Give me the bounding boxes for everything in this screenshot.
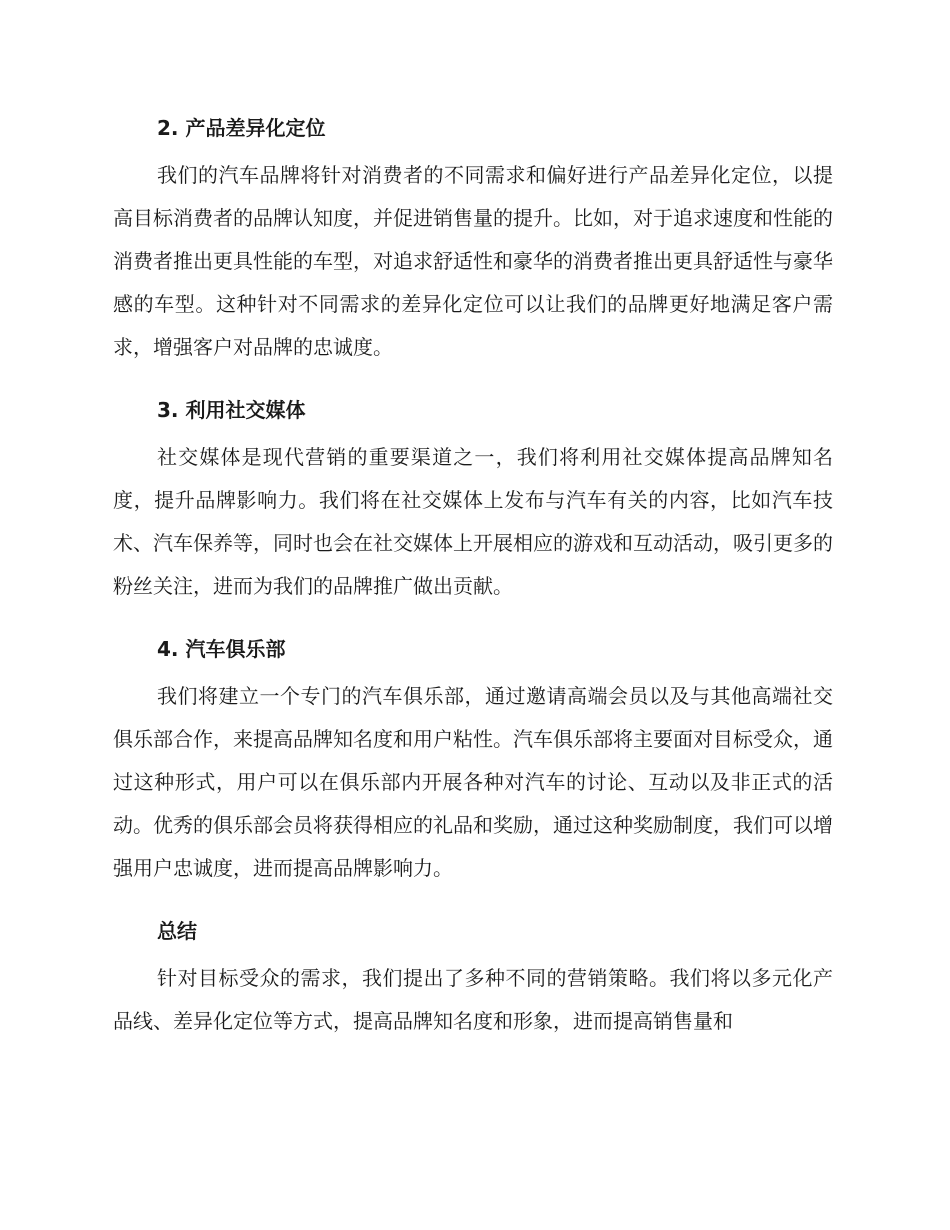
- section-heading: 4. 汽车俱乐部: [157, 637, 286, 661]
- section-heading: 总结: [157, 919, 197, 943]
- section-paragraph: 我们将建立一个专门的汽车俱乐部，通过邀请高端会员以及与其他高端社交俱乐部合作，来提高品牌知名度和用户粘性。汽车俱乐部将主要面对目标受众，通过这种形式，用户可以在俱乐部内开展各种对汽车的讨论、互动以及非正式的活动。优秀的俱乐部会员将获得相应的礼品和奖励，通过这种奖励制度，我们可以增强用户忠诚度，进而提高品牌影响力。: [113, 684, 833, 880]
- section-paragraph: 我们的汽车品牌将针对消费者的不同需求和偏好进行产品差异化定位，以提高目标消费者的品牌认知度，并促进销售量的提升。比如，对于追求速度和性能的消费者推出更具性能的车型，对追求舒适性和豪华的消费者推出更具舒适性与豪华感的车型。这种针对不同需求的差异化定位可以让我们的品牌更好地满足客户需求，增强客户对品牌的忠诚度。: [113, 163, 833, 359]
- section-paragraph: 针对目标受众的需求，我们提出了多种不同的营销策略。我们将以多元化产品线、差异化定位等方式，提高品牌知名度和形象，进而提高销售量和: [113, 966, 833, 1033]
- section-heading: 3. 利用社交媒体: [157, 398, 306, 422]
- section-heading: 2. 产品差异化定位: [157, 116, 326, 140]
- section-paragraph: 社交媒体是现代营销的重要渠道之一，我们将利用社交媒体提高品牌知名度，提升品牌影响力。我们将在社交媒体上发布与汽车有关的内容，比如汽车技术、汽车保养等，同时也会在社交媒体上开展相应的游戏和互动活动，吸引更多的粉丝关注，进而为我们的品牌推广做出贡献。: [113, 445, 833, 598]
- document-body: [113, 108, 833, 1043]
